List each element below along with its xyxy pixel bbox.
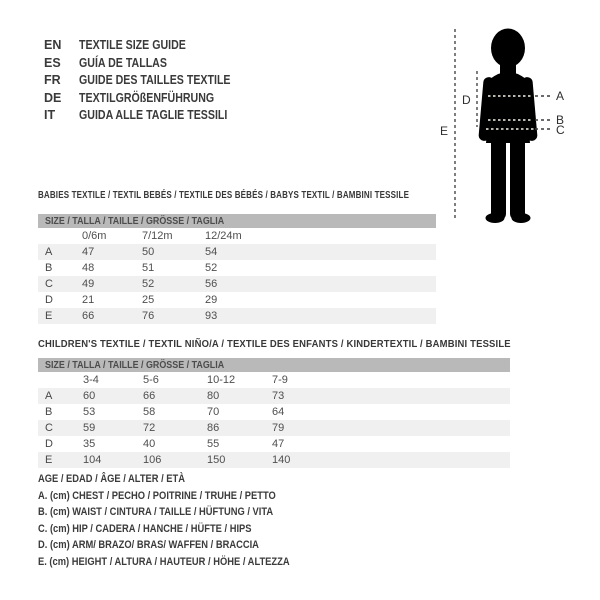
- cell-value: 59: [83, 422, 96, 434]
- row-label: A: [45, 390, 53, 402]
- language-code: EN: [44, 38, 62, 52]
- children-size-bar: [38, 358, 510, 372]
- language-label: TEXTILGRÖßENFÜHRUNG: [79, 90, 215, 105]
- children-section: [38, 338, 510, 468]
- babies-column-headers: [38, 228, 436, 244]
- cell-value: 40: [143, 438, 156, 450]
- table-row: [38, 292, 436, 308]
- language-row: [44, 72, 257, 90]
- table-row: [38, 436, 510, 452]
- language-row: [44, 90, 257, 108]
- child-silhouette-svg: [438, 13, 600, 227]
- cell-value: 150: [207, 454, 226, 466]
- legend-waist-line: B. (cm) WAIST / CINTURA / TAILLE / HÜFTUNG / VITA: [38, 506, 274, 518]
- babies-size-header: SIZE / TALLA / TAILLE / GRÖSSE / TAGLIA: [45, 215, 225, 227]
- babies-section: [38, 190, 436, 324]
- table-row: [38, 260, 436, 276]
- cell-value: 52: [205, 262, 218, 274]
- table-row: [38, 276, 436, 292]
- column-header: 3-4: [83, 374, 99, 386]
- language-label: GUÍA DE TALLAS: [79, 55, 167, 70]
- children-size-header: SIZE / TALLA / TAILLE / GRÖSSE / TAGLIA: [45, 359, 225, 371]
- cell-value: 80: [207, 390, 220, 402]
- cell-value: 58: [143, 406, 156, 418]
- column-header: 5-6: [143, 374, 159, 386]
- waist-label: B: [556, 113, 565, 127]
- language-label: TEXTILE SIZE GUIDE: [79, 38, 186, 52]
- language-code: IT: [44, 108, 56, 122]
- cell-value: 51: [142, 262, 155, 274]
- table-row: [38, 388, 510, 404]
- cell-value: 21: [82, 294, 95, 306]
- row-label: D: [45, 438, 53, 450]
- height-label: E: [440, 124, 449, 138]
- language-code: ES: [44, 55, 61, 70]
- column-header: 7/12m: [142, 230, 173, 242]
- table-row: [38, 452, 510, 468]
- cell-value: 104: [83, 454, 102, 466]
- cell-value: 48: [82, 262, 95, 274]
- cell-value: 55: [207, 438, 220, 450]
- table-row: [38, 308, 436, 324]
- cell-value: 76: [142, 310, 155, 322]
- table-row: [38, 404, 510, 420]
- child-silhouette: [478, 29, 538, 224]
- cell-value: 47: [272, 438, 285, 450]
- cell-value: 140: [272, 454, 291, 466]
- cell-value: 72: [143, 422, 156, 434]
- cell-value: 50: [142, 246, 155, 258]
- column-header: 0/6m: [82, 230, 107, 242]
- column-header: 10-12: [207, 374, 236, 386]
- legend-arm-line: D. (cm) ARM/ BRAZO/ BRAS/ WAFFEN / BRACCIA: [38, 539, 259, 551]
- cell-value: 53: [83, 406, 96, 418]
- cell-value: 64: [272, 406, 285, 418]
- empty-cell: [38, 372, 83, 388]
- children-column-headers: [38, 372, 510, 388]
- language-list: [44, 37, 257, 125]
- language-row: [44, 107, 257, 125]
- cell-value: 106: [143, 454, 162, 466]
- table-row: [38, 420, 510, 436]
- language-row: [44, 37, 257, 55]
- language-label: GUIDE DES TAILLES TEXTILE: [79, 73, 231, 87]
- cell-value: 29: [205, 294, 218, 306]
- language-row: [44, 55, 257, 73]
- table-row: [38, 244, 436, 260]
- cell-value: 54: [205, 246, 218, 258]
- babies-size-bar: [38, 214, 436, 228]
- legend-height-line: E. (cm) HEIGHT / ALTURA / HAUTEUR / HÖHE / ALTEZZA: [38, 555, 290, 568]
- column-header: 7-9: [272, 374, 288, 386]
- language-code: FR: [44, 73, 61, 87]
- cell-value: 56: [205, 278, 218, 290]
- language-label: GUIDA ALLE TAGLIE TESSILI: [79, 108, 228, 122]
- cell-value: 66: [143, 390, 156, 402]
- arm-label: D: [462, 93, 471, 107]
- cell-value: 60: [83, 390, 96, 402]
- column-header: 12/24m: [205, 230, 242, 242]
- cell-value: 86: [207, 422, 220, 434]
- cell-value: 70: [207, 406, 220, 418]
- chest-label: A: [556, 89, 565, 103]
- legend-hip-line: C. (cm) HIP / CADERA / HANCHE / HÜFTE / HIPS: [38, 522, 252, 535]
- row-label: C: [45, 278, 53, 290]
- measurement-diagram: [438, 13, 600, 227]
- children-title: CHILDREN'S TEXTILE / TEXTIL NIÑO/A / TEXTILE DES ENFANTS / KINDERTEXTIL / BAMBINI TESSILE: [38, 338, 511, 350]
- row-label: E: [45, 310, 53, 322]
- cell-value: 66: [82, 310, 95, 322]
- language-code: DE: [44, 90, 62, 105]
- row-label: B: [45, 262, 53, 274]
- row-label: D: [45, 294, 53, 306]
- empty-cell: [38, 228, 82, 244]
- hip-label: C: [556, 123, 565, 137]
- row-label: A: [45, 246, 53, 258]
- cell-value: 79: [272, 422, 285, 434]
- cell-value: 93: [205, 310, 218, 322]
- row-label: B: [45, 406, 53, 418]
- legend-age-line: AGE / EDAD / ÂGE / ALTER / ETÀ: [38, 473, 186, 485]
- cell-value: 35: [83, 438, 96, 450]
- cell-value: 25: [142, 294, 155, 306]
- babies-title: BABIES TEXTILE / TEXTIL BEBÉS / TEXTILE DES BÉBÉS / BABYS TEXTIL / BAMBINI TESSILE: [38, 190, 410, 201]
- cell-value: 73: [272, 390, 285, 402]
- measurement-legend: [38, 471, 334, 570]
- cell-value: 49: [82, 278, 95, 290]
- row-label: C: [45, 422, 53, 434]
- cell-value: 52: [142, 278, 155, 290]
- cell-value: 47: [82, 246, 95, 258]
- row-label: E: [45, 454, 53, 466]
- legend-chest-line: A. (cm) CHEST / PECHO / POITRINE / TRUHE / PETTO: [38, 489, 276, 502]
